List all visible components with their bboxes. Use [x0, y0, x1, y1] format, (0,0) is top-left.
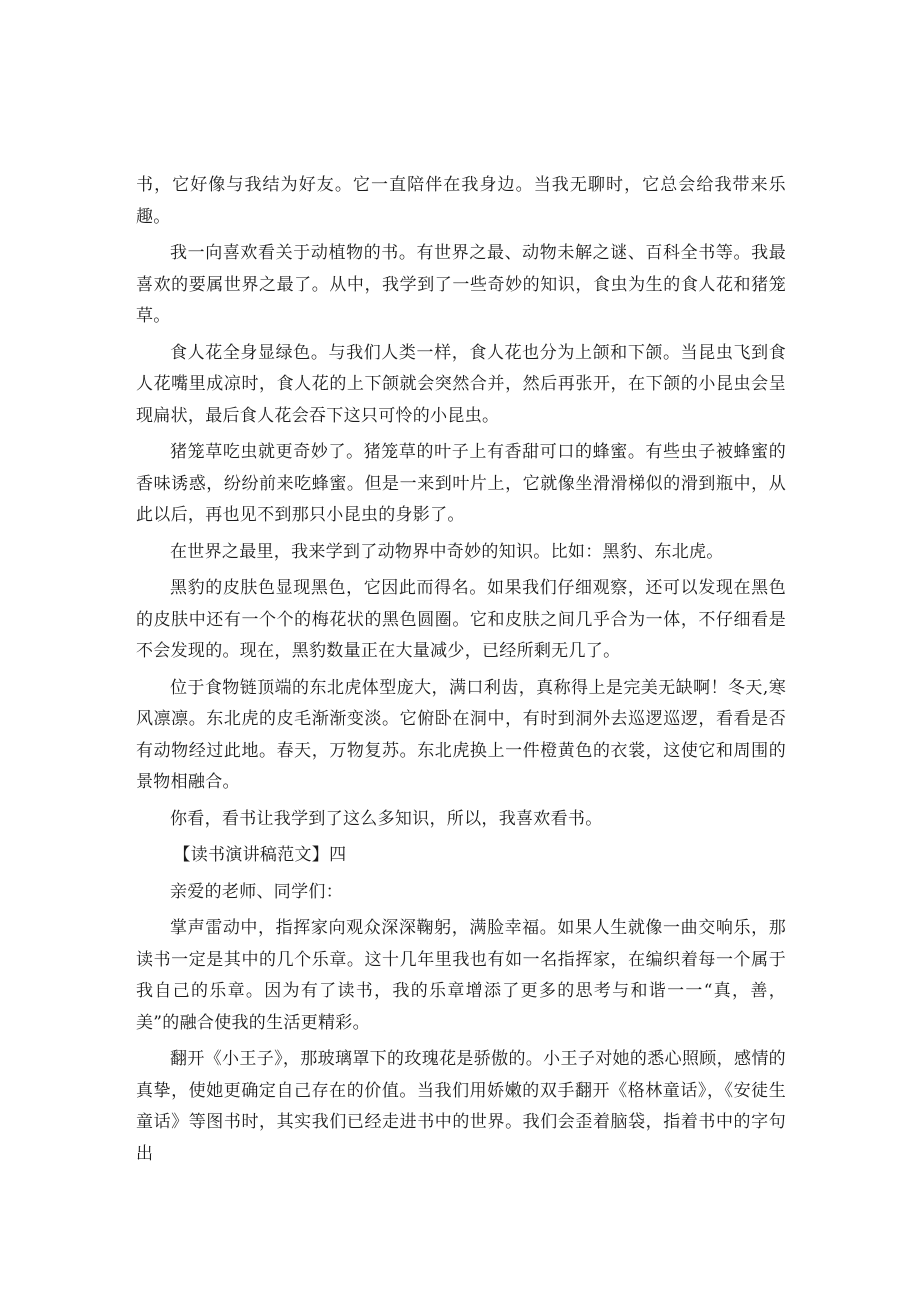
- paragraph-animal-knowledge: 在世界之最里，我来学到了动物界中奇妙的知识。比如：黑豹、东北虎。: [170, 541, 724, 562]
- paragraph-siberian-tiger: 位于食物链顶端的东北虎体型庞大，满口利齿，真称得上是完美无缺啊！冬天,寒风凛凛。东北虎的皮毛渐渐变淡。它俯卧在洞中，有时到洞外去巡逻巡逻，看看是否有动物经过此地。春天，万物复苏。东北虎换上一件橙黄色的衣裳，这使它和周围的景物相融合。: [136, 677, 786, 792]
- paragraph-continuation: 书，它好像与我结为好友。它一直陪伴在我身边。当我无聊时，它总会给我带来乐趣。: [136, 175, 786, 227]
- paragraph-little-prince: 翻开《小王子》，那玻璃罩下的玫瑰花是骄傲的。小王子对她的悉心照顾，感情的真挚，使她更确定自己存在的价值。当我们用娇嫩的双手翻开《格林童话》，《安徒生童话》等图书时，其实我们已经走进书中的世界。我们会歪着脑袋，指着书中的字句出: [136, 1049, 786, 1164]
- paragraph-conclusion: 你看，看书让我学到了这么多知识，所以，我喜欢看书。: [170, 808, 603, 829]
- section-heading: 【读书演讲稿范文】四: [173, 845, 347, 865]
- paragraph-black-panther: 黑豹的皮肤色显现黑色，它因此而得名。如果我们仔细观察，还可以发现在黑色的皮肤中还有一个个的梅花状的黑色圆圈。它和皮肤之间几乎合为一体，不仔细看是不会发现的。现在，黑豹数量正在大量减少，已经所剩无几了。: [136, 578, 786, 661]
- paragraph-pitcher-plant: 猪笼草吃虫就更奇妙了。猪笼草的叶子上有香甜可口的蜂蜜。有些虫子被蜂蜜的香味诱惑，纷纷前来吃蜂蜜。但是一来到叶片上，它就像坐滑滑梯似的滑到瓶中，从此以后，再也见不到那只小昆虫的身影了。: [136, 442, 786, 525]
- paragraph-symphony: 掌声雷动中，指挥家向观众深深鞠躬，满脸幸福。如果人生就像一曲交响乐，那读书一定是其中的几个乐章。这十几年里我也有如一名指挥家，在编织着每一个属于我自己的乐章。因为有了读书，我的乐章增添了更多的思考与和谐一一“真，善，美”的融合使我的生活更精彩。: [136, 918, 786, 1033]
- paragraph-man-eating-flower: 食人花全身显绿色。与我们人类一样，食人花也分为上颌和下颌。当昆虫飞到食人花嘴里成凉时，食人花的上下颌就会突然合并，然后再张开，在下颌的小昆虫会呈现扁状，最后食人花会吞下这只可怜的小昆虫。: [136, 342, 786, 426]
- document-body: [136, 170, 786, 1175]
- paragraph-plant-books: 我一向喜欢看关于动植物的书。有世界之最、动物未解之谜、百科全书等。我最喜欢的要属世界之最了。从中，我学到了一些奇妙的知识，食虫为生的食人花和猪笼草。: [136, 243, 786, 326]
- salutation: 亲爱的老师、同学们：: [170, 881, 343, 902]
